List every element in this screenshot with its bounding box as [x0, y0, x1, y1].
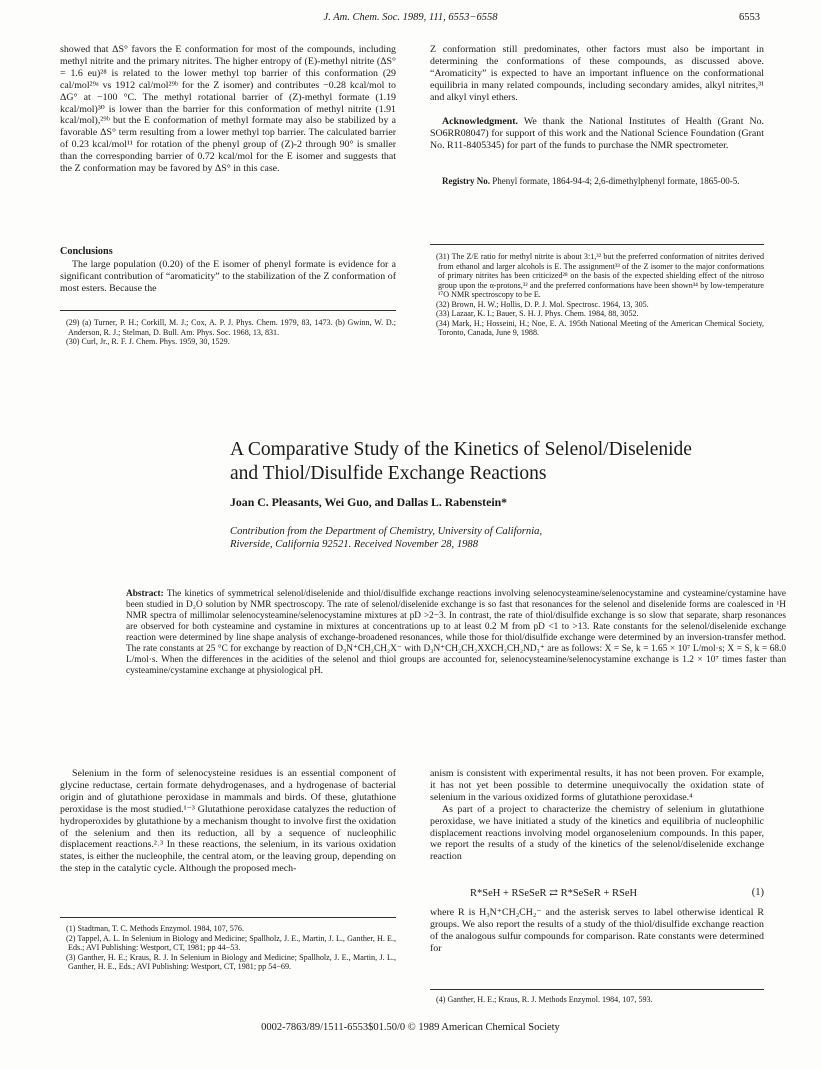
footnote: (34) Mark, H.; Hosseini, H.; Noe, E. A. 195th National Meeting of the American Chemical Society, Toronto, Canada, June 9, 1988.	[436, 318, 764, 337]
body-right-para3: where R is H₃N⁺CH₂CH₂⁻ and the asterisk serves to label otherwise identical R groups. We also report the results of a study of the thiol/disulfide exchange reaction of the analogous sulfur compounds for comparison. Rate constants were determined for	[430, 907, 764, 954]
footnote-divider	[430, 244, 764, 245]
body-right-bottom	[430, 907, 764, 955]
footnote: (31) The Z/E ratio for methyl nitrite is about 3:1,³² but the preferred conformation of nitrites derived from ethanol and larger alcohols is E. The assignment³³ of the Z isomer to the major conformations of primary nitrites has been criticized²⁸ on the basis of the expected shielding effect of the nitroso group upon the α-protons,³² and the preferred conformations have been shown³⁴ by low-temperature ¹⁷O NMR spectroscopy to be E.	[436, 252, 764, 299]
footnote: (29) (a) Turner, P. H.; Corkill, M. J.; Cox, A. P. J. Phys. Chem. 1979, 83, 1473. (b) Gwinn, W. D.; Anderson, R. J.; Stelman, D. Bull. Am. Phys. Soc. 1968, 13, 831.	[66, 318, 396, 337]
prev-article-text: showed that ΔS° favors the E conformation for most of the compounds, including methyl nitrite and the primary nitrites. The higher entropy of (E)-methyl nitrite (ΔS° = 1.6 eu)²⁸ is related to the lower methyl top barrier of this conformation (29 cal/mol²⁹ᵃ vs 1912 cal/mol²⁹ᵇ for the Z isomer) and contributes −0.28 kcal/mol to ΔG° at −100 °C. The methyl rotational barrier of (Z)-methyl formate (1.19 kcal/mol)³⁰ is lower than the barrier for this conformation of methyl nitrite (1.91 kcal/mol),²⁹ᵇ but the E conformation of methyl formate may also be stabilized by a favorable ΔS° term resulting from a lower methyl top barrier. The calculated barrier of 0.23 kcal/mol¹¹ for rotation of the phenyl group of (Z)-2 through 90° is smaller than the corresponding barrier of 0.72 kcal/mol for the E isomer and suggests that the Z conformation may be favored by ΔS° in this case.	[60, 44, 396, 175]
footnote: (30) Curl, Jr., R. F. J. Chem. Phys. 1959, 30, 1529.	[66, 337, 230, 346]
article-title	[230, 438, 790, 486]
footnote: (32) Brown, H. W.; Hollis, D. P. J. Mol. Spectrosc. 1964, 13, 305.	[436, 299, 649, 309]
equation-text: R*SeH + RSeSeR ⇄ R*SeSeR + RSeH	[470, 888, 638, 899]
top-left-paragraph	[60, 44, 396, 175]
footnote: (4) Ganther, H. E.; Kraus, R. J. Methods Enzymol. 1984, 107, 593.	[436, 995, 653, 1004]
footnote: (2) Tappel, A. L. In Selenium in Biology and Medicine; Spallholz, J. E., Martin, J. L., Ganther, H. E., Eds.; AVI Publishing: Westport, CT, 1981; pp 44−53.	[66, 933, 396, 952]
footnotes-body-right	[430, 995, 764, 1005]
equation-number: (1)	[751, 887, 764, 898]
equation-1	[470, 887, 764, 899]
intro-text: Selenium in the form of selenocysteine residues is an essential component of glycine reductase, certain formate dehydrogenases, and a hydrogenase of bacterial origin and of glutathione peroxidase in mammals and birds. Of these, glutathione peroxidase is the most studied.¹⁻³ Glutathione peroxidase catalyzes the reduction of hydroperoxides by glutathione by a mechanism thought to involve first the oxidation of the selenium and then its reduction, all by a sequence of nucleophilic displacement reactions.²˒³ In these reactions, the selenium, in its various oxidation states, is either the nucleophile, the central atom, or the leaving group, depending on the step in the catalytic cycle. Although the proposed mech-	[60, 768, 396, 875]
body-left-paragraph	[60, 768, 396, 875]
registry	[430, 176, 764, 187]
registry-label: Registry No.	[442, 176, 490, 186]
footnotes-body-left	[60, 924, 396, 972]
affiliation-line: Contribution from the Department of Chemistry, University of California,	[230, 526, 543, 537]
abstract-label: Abstract:	[126, 589, 164, 599]
footnote-divider	[60, 310, 396, 311]
footnotes-top-left	[60, 318, 396, 347]
abstract	[126, 589, 786, 677]
prev-article-continued: Z conformation still predominates, other factors must also be important in determining the conformations of these compounds, as discussed above. “Aromaticity” is expected to have an important influence on the conformational equilibria in many related compounds, including secondary amides, alkyl nitrites,³¹ and alkyl vinyl ethers.	[430, 44, 764, 103]
acknowledgment	[430, 116, 764, 152]
conclusions-body	[60, 259, 396, 295]
ack-label: Acknowledgment.	[442, 116, 518, 127]
conclusions-text: The large population (0.20) of the E isomer of phenyl formate is evidence for a significant contribution of “aromaticity” to the stabilization of the Z conformation of most esters. Because the	[60, 259, 396, 294]
body-right-para2: As part of a project to characterize the chemistry of selenium in glutathione peroxidase, we have initiated a study of the kinetics and equilibria of nucleophilic displacement reactions involving model organoselenium compounds. In this paper, we report the results of a study of the kinetics of the selenol/diselenide exchange reaction	[430, 803, 764, 863]
footnote-divider	[60, 917, 396, 918]
affiliation	[230, 525, 790, 551]
copyright-footer: 0002-7863/89/1511-6553$01.50/0 © 1989 American Chemical Society	[261, 1022, 560, 1033]
page-number: 6553	[739, 12, 760, 23]
ack-text: We thank the National Institutes of Health (Grant No. SO6RR08047) for support of this work and the National Science Foundation (Grant No. R11-8405345) for part of the funds to purchase the NMR spectrometer.	[430, 116, 765, 151]
registry-text: Phenyl formate, 1864-94-4; 2,6-dimethylphenyl formate, 1865-00-5.	[492, 176, 740, 186]
authors: Joan C. Pleasants, Wei Guo, and Dallas L. Rabenstein*	[230, 495, 508, 509]
top-right-paragraph	[430, 44, 764, 104]
affiliation-line: Riverside, California 92521. Received November 28, 1988	[230, 539, 479, 550]
footnote-divider	[430, 989, 764, 990]
footnotes-top-right	[430, 252, 764, 338]
footnote: (33) Lazaar, K. I.; Bauer, S. H. J. Phys. Chem. 1984, 88, 3052.	[436, 309, 639, 318]
abstract-text: The kinetics of symmetrical selenol/diselenide and thiol/disulfide exchange reactions involving selenocysteamine/selenocystamine and cysteamine/cystamine have been studied in D₂O solution by NMR spectroscopy. The rate of selenol/diselenide exchange is so fast that resonances for the selenol and diselenide forms are coalesced in ¹H NMR spectra of millimolar selenocysteamine/selenocystamine mixtures at pD >2−3. In contrast, the rate of thiol/disulfide exchange is so slow that separate, sharp resonances are observed for both cysteamine and cystamine in mixtures at concentrations up to at least 0.2 M from pD <1 to >13. Rate constants for the selenol/diselenide exchange reaction were determined by line shape analysis of exchange-broadened resonances, while those for thiol/disulfide exchange were determined by an inversion-transfer method. The rate constants at 25 °C for exchange by reaction of D₃N⁺CH₂CH₂X⁻ with D₃N⁺CH₂CH₂XXCH₂CH₂ND₃⁺ are as follows: X = Se, k = 1.65 × 10⁷ L/mol·s; X = S, k = 68.0 L/mol·s. When the differences in the acidities of the selenol and thiol groups are accounted for, selenocysteamine/selenocystamine exchange is 1.2 × 10⁷ times faster than cysteamine/cystamine exchange at physiological pH.	[126, 589, 786, 676]
title-line: and Thiol/Disulfide Exchange Reactions	[230, 463, 547, 484]
footnote: (3) Ganther, H. E.; Kraus, R. J. In Selenium in Biology and Medicine; Spallholz, J. E., Martin, J. L., Ganther, H. E., Eds.; AVI Publishing: Westport, CT, 1981; pp 54−69.	[66, 952, 396, 971]
running-header: J. Am. Chem. Soc. 1989, 111, 6553−6558	[323, 12, 498, 23]
title-line: A Comparative Study of the Kinetics of Selenol/Diselenide	[230, 439, 692, 460]
footnote: (1) Stadtman, T. C. Methods Enzymol. 1984, 107, 576.	[66, 924, 244, 933]
conclusions-heading: Conclusions	[60, 246, 113, 257]
body-right-para1: anism is consistent with experimental results, it has not been proven. For example, it has not yet been possible to determine unequivocally the oxidation state of selenium in the various oxidized forms of glutathione peroxidase.⁴	[430, 768, 764, 803]
body-right-top	[430, 768, 764, 863]
